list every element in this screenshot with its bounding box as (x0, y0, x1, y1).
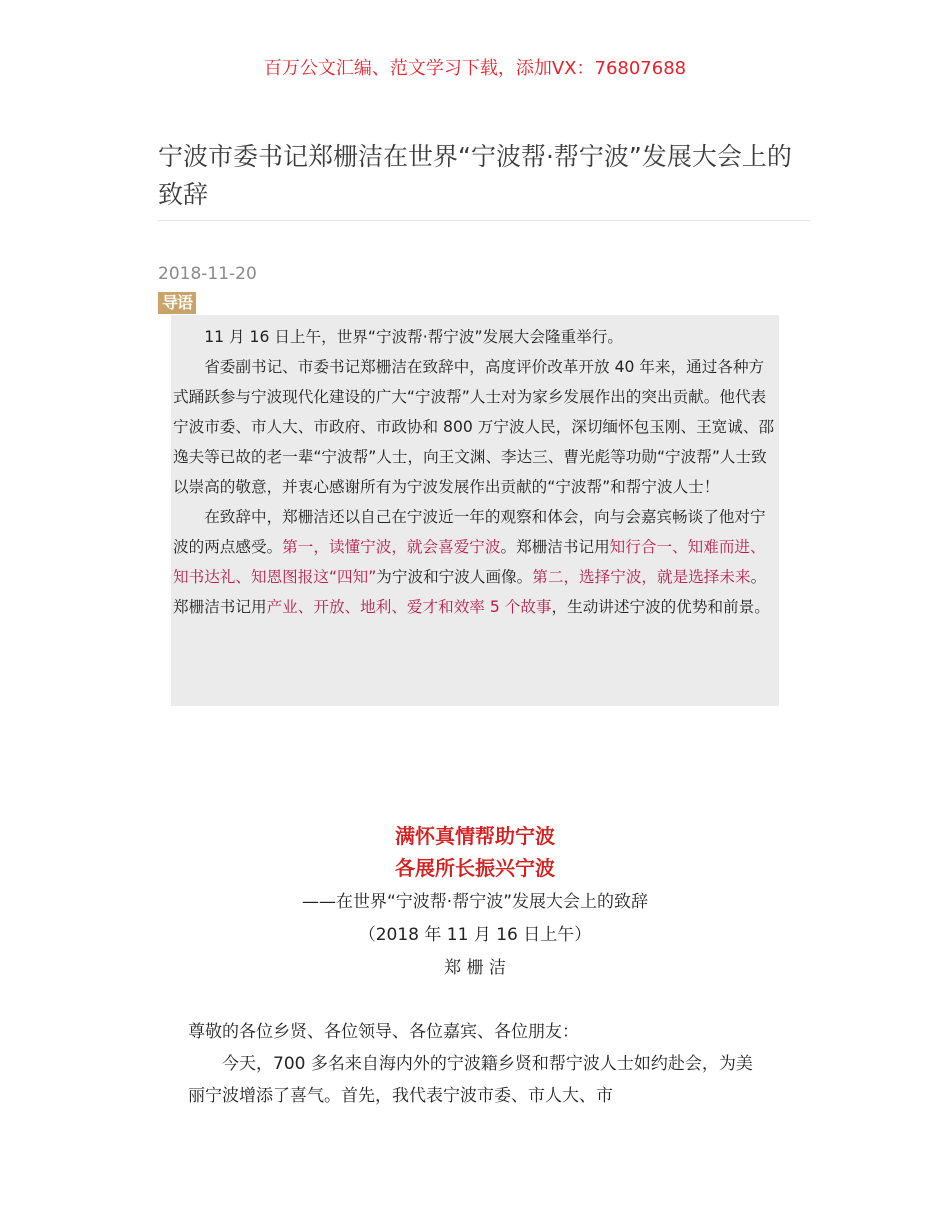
guide-summary-box (171, 315, 779, 706)
speech-subtitle: ——在世界“宁波帮·帮宁波”发展大会上的致辞 (301, 892, 649, 912)
guide-text: 。郑栅洁书记用 (173, 568, 767, 616)
guide-paragraph-2: 省委副书记、市委书记郑栅洁在致辞中，高度评价改革开放 40 年来，通过各种方式踊跃参与宁波现代化建设的广大“宁波帮”人士对为家乡发展作出的突出贡献。他代表宁波市委、市人大、市政府、市政协和 800 万宁波人民，深切缅怀包玉刚、王宽诚、邵逸夫等已故的老一辈“宁波帮”人士，向王文渊、李达三、曹光彪等功勋“宁波帮”人士致以崇高的敬意，并衷心感谢所有为宁波发展作出贡献的“宁波帮”和帮宁波人士！ (173, 358, 775, 496)
guide-paragraph-3 (171, 502, 779, 622)
highlight-point-one: 第一，读懂宁波，就会喜爱宁波 (282, 538, 501, 556)
article-title: 宁波市委书记郑栅洁在世界“宁波帮·帮宁波”发展大会上的致辞 (158, 142, 792, 209)
publish-date: 2018-11-20 (158, 264, 257, 284)
guide-text: 。郑栅洁书记用 (500, 538, 610, 556)
speech-title-line-1: 满怀真情帮助宁波 (395, 824, 555, 848)
promo-banner: 百万公文汇编、范文学习下载，添加VX：76807688 (263, 58, 687, 79)
guide-paragraph-1: 11 月 16 日上午，世界“宁波帮·帮宁波”发展大会隆重举行。 (204, 328, 623, 346)
speech-title-line-2: 各展所长振兴宁波 (395, 856, 555, 880)
highlight-five-stories: 产业、开放、地利、爱才和效率 5 个故事 (266, 598, 552, 616)
highlight-four-knows: 知行合一、知难而进、知书达礼、知恩图报这“四知” (173, 538, 766, 586)
speech-author: 郑 栅 洁 (444, 958, 506, 978)
guide-text: 为宁波和宁波人画像。 (376, 568, 533, 586)
speech-title (0, 820, 950, 884)
guide-tag: 导语 (158, 292, 196, 314)
speech-date: （2018 年 11 月 16 日上午） (358, 925, 592, 945)
guide-text: 在致辞中，郑栅洁还以自己在宁波近一年的观察和体会，向与会嘉宾畅谈了他对宁波的两点感受。 (173, 508, 766, 556)
highlight-point-two: 第二，选择宁波，就是选择未来 (532, 568, 751, 586)
guide-text: ，生动讲述宁波的优势和前景。 (551, 598, 770, 616)
speech-paragraph-1: 今天，700 多名来自海内外的宁波籍乡贤和帮宁波人士如约赴会，为美丽宁波增添了喜气。首先，我代表宁波市委、市人大、市 (188, 1054, 753, 1106)
title-divider (158, 220, 810, 221)
speech-salutation: 尊敬的各位乡贤、各位领导、各位嘉宾、各位朋友： (188, 1022, 579, 1042)
